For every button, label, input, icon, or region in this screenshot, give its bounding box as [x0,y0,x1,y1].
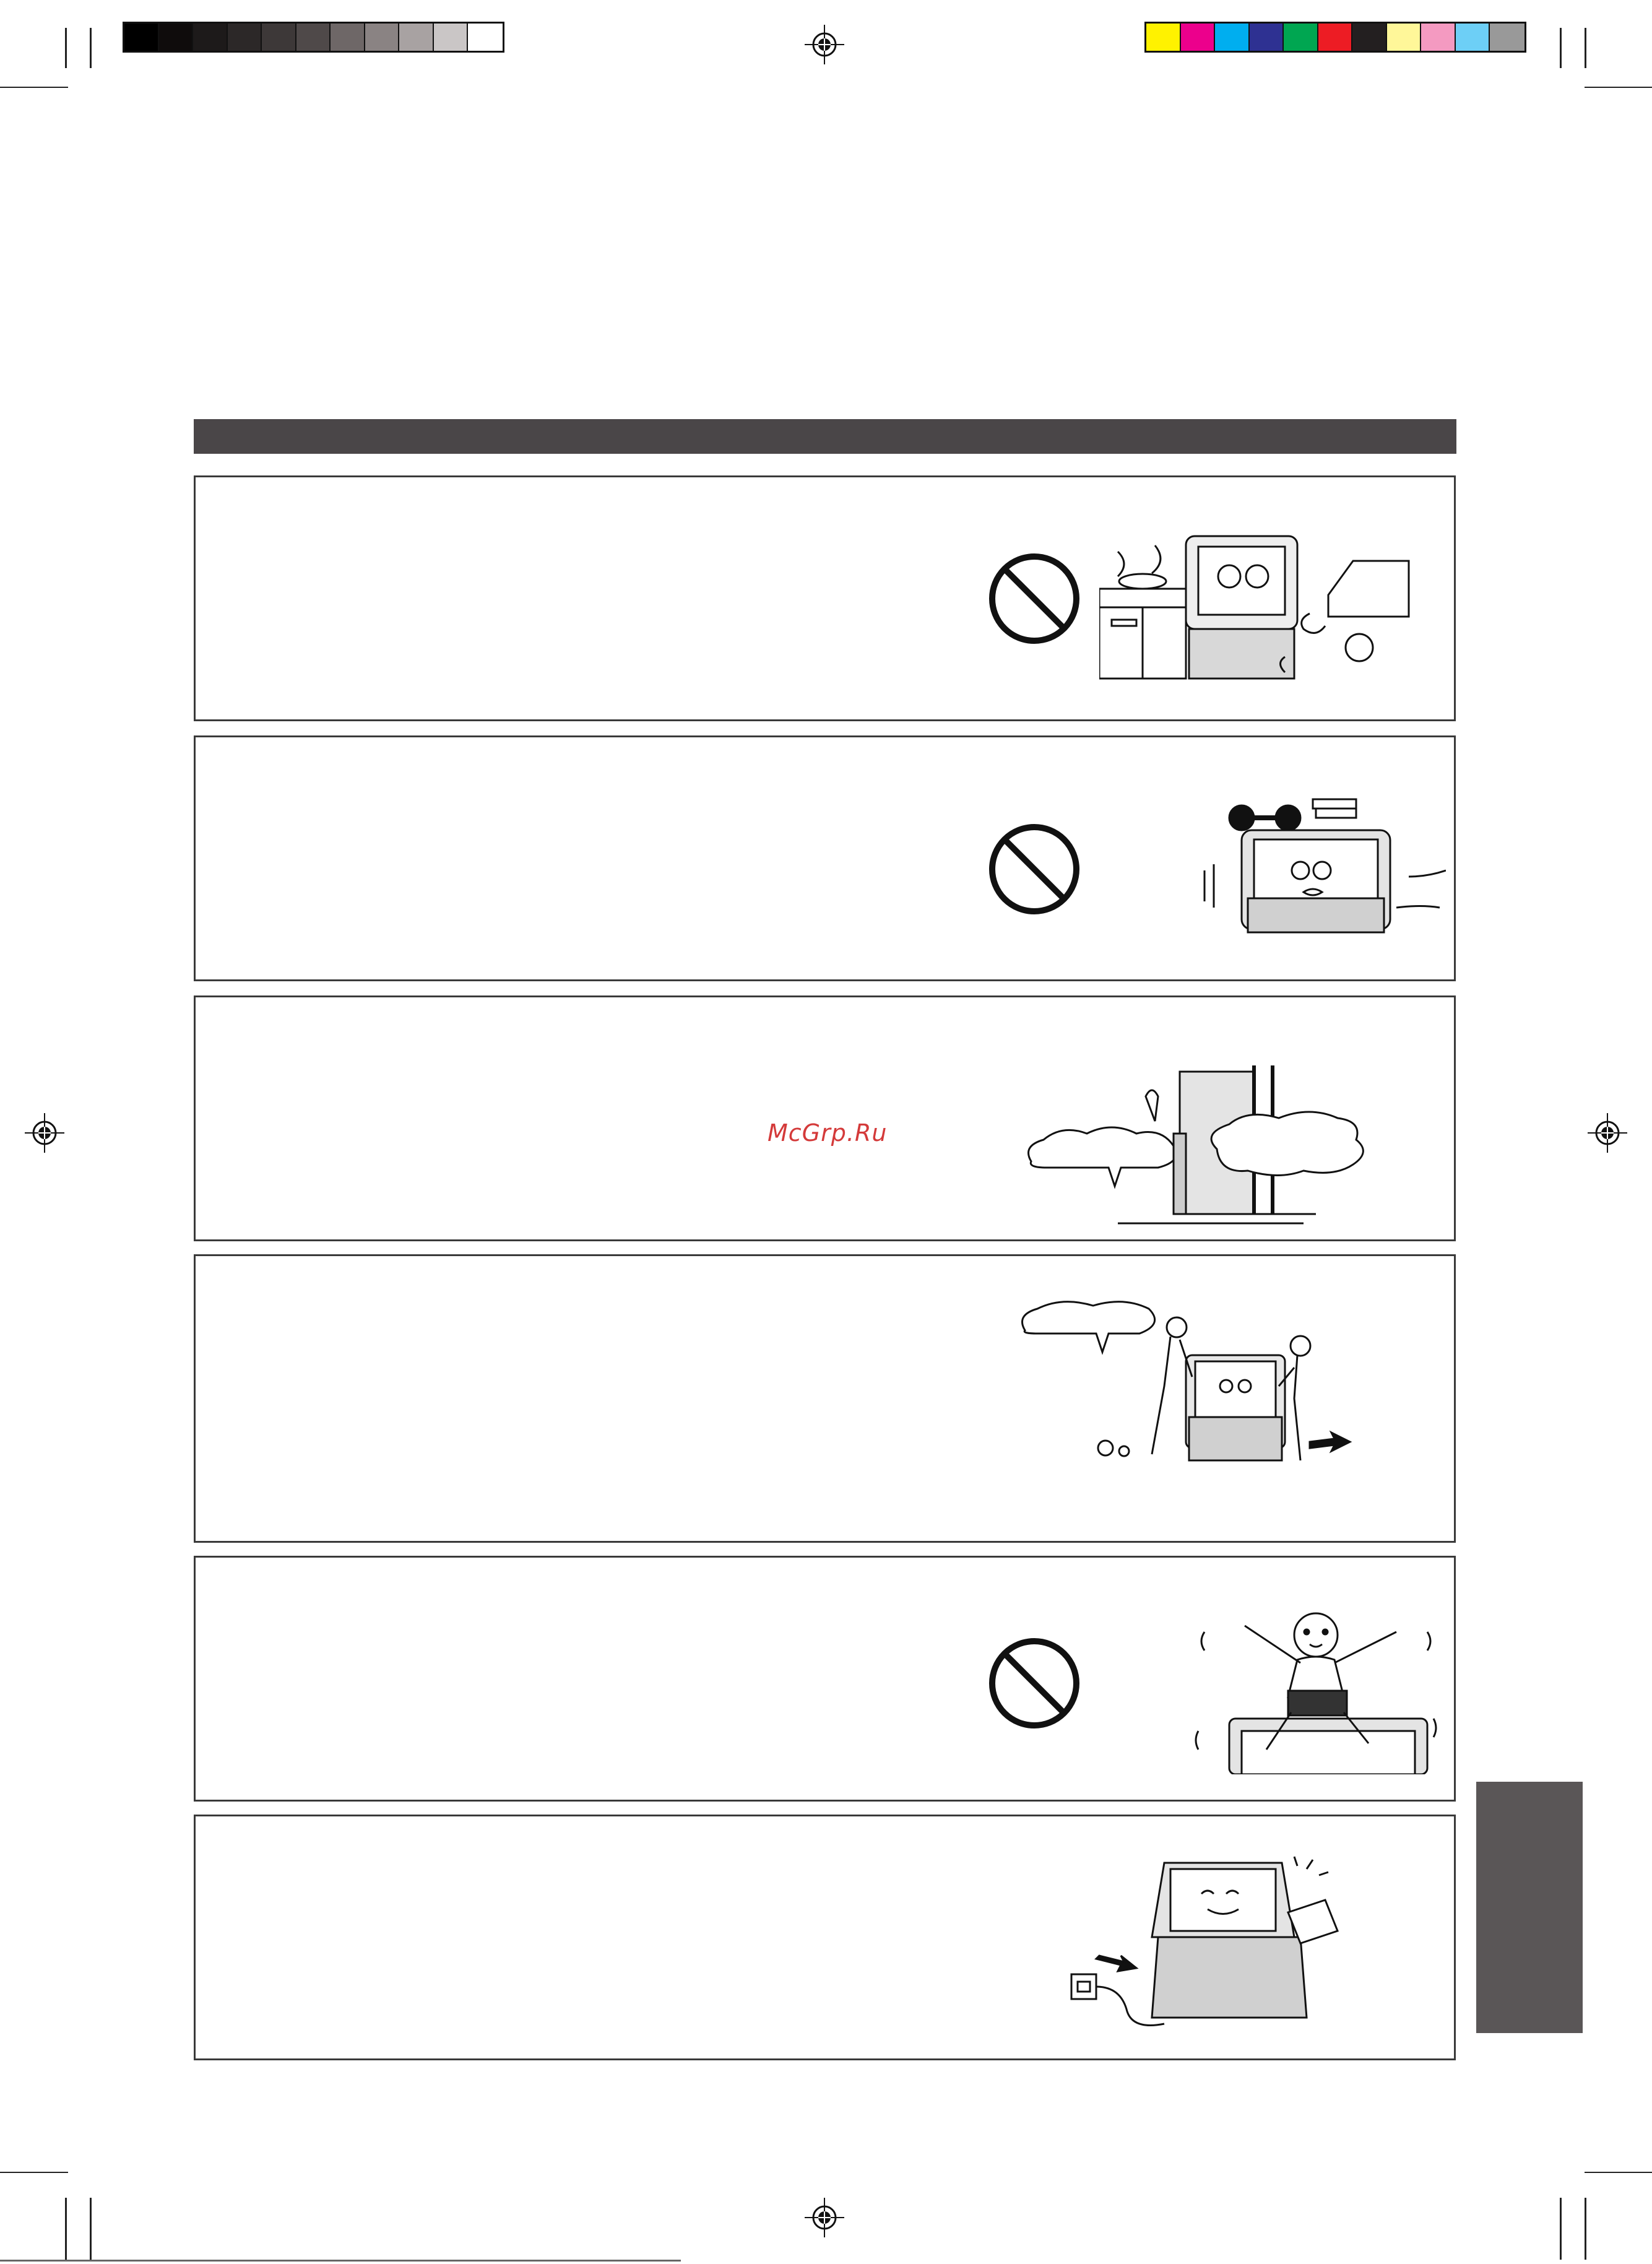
color-swatch [1421,24,1456,51]
safety-panel-moving [194,1254,1456,1543]
section-side-tab [1476,1782,1583,2033]
tv-near-stove-and-car-exhaust-illustration [1099,514,1434,694]
section-header-band [194,419,1456,454]
color-swatch [1146,24,1181,51]
two-people-moving-tv-illustration [1013,1299,1372,1485]
color-swatch [1181,24,1216,51]
bottom-slug-line [0,2260,681,2262]
gray-swatch [262,24,296,51]
safety-panel-ventilation [194,995,1456,1241]
registration-target-icon [805,2198,844,2237]
color-swatch [1318,24,1353,51]
color-swatch [1284,24,1318,51]
safety-panel-heavy-objects [194,735,1456,981]
color-swatch [1352,24,1387,51]
unplugging-and-wiping-tv-illustration [1059,1850,1344,2042]
tv-against-wall-illustration [1025,1041,1372,1233]
gray-swatch [434,24,469,51]
registration-target-icon [25,1113,64,1153]
color-swatch [1215,24,1250,51]
gray-swatch [124,24,159,51]
color-swatch [1456,24,1490,51]
prohibited-icon [988,823,1081,916]
gray-swatch [296,24,331,51]
color-swatch [1490,24,1524,51]
safety-panel-cleaning [194,1815,1456,2060]
gray-swatch [331,24,365,51]
color-calibration-bar [1144,22,1526,53]
gray-swatch [159,24,194,51]
tv-with-objects-on-top-illustration [1198,784,1446,957]
gray-swatch [193,24,228,51]
gray-swatch [228,24,262,51]
safety-panel-heat-smoke [194,475,1456,721]
color-swatch [1250,24,1284,51]
child-sitting-on-tv-illustration [1186,1607,1446,1774]
watermark-text: McGrp.Ru [768,1119,888,1147]
gray-swatch [468,24,503,51]
gray-calibration-bar [123,22,504,53]
prohibited-icon [988,552,1081,645]
registration-target-icon [1588,1113,1627,1153]
gray-swatch [399,24,434,51]
registration-target-icon [805,25,844,64]
color-swatch [1387,24,1422,51]
safety-panel-climbing [194,1556,1456,1802]
gray-swatch [365,24,400,51]
prohibited-icon [988,1637,1081,1730]
